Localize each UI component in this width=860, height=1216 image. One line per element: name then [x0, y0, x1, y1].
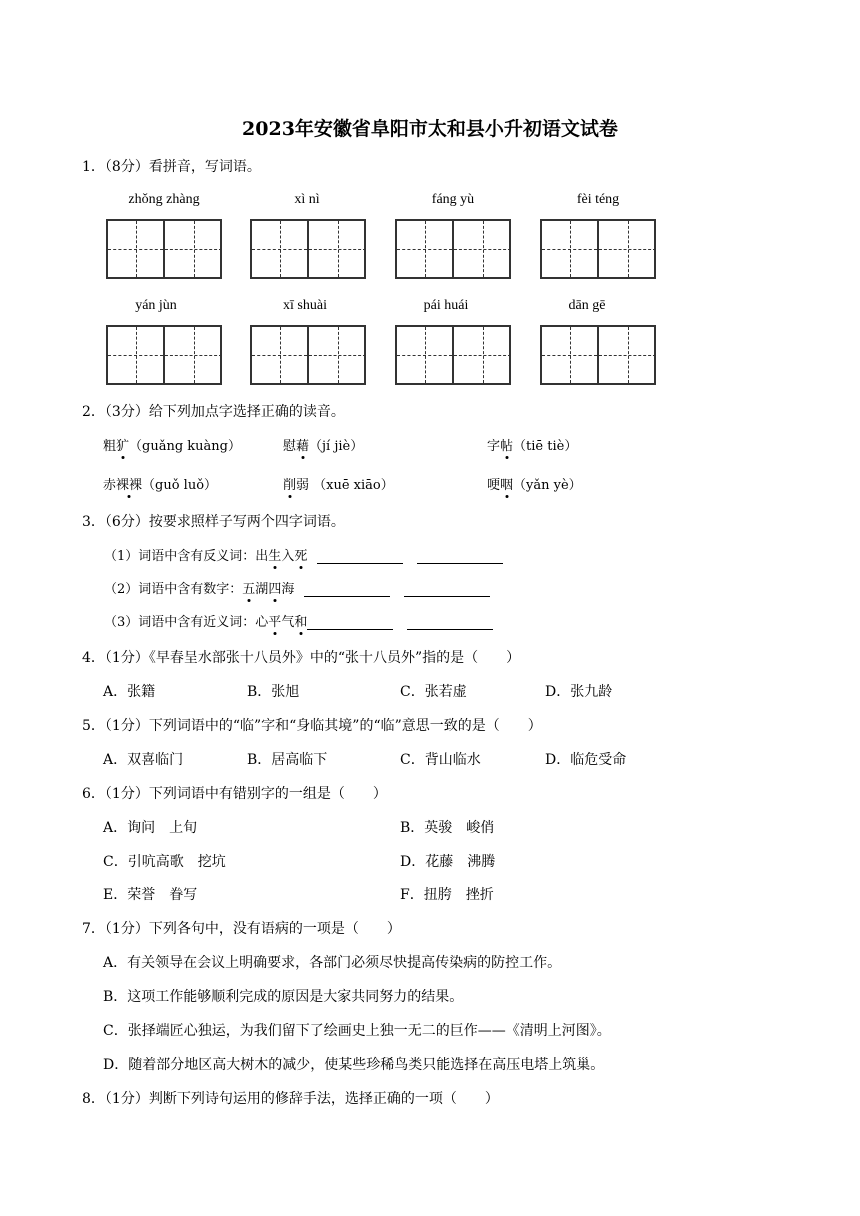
- q2-dotted: 藉: [296, 435, 309, 454]
- tianzige-box[interactable]: [106, 325, 222, 385]
- q4-option-c[interactable]: C．张若虚: [400, 684, 467, 700]
- q3-char-dotted: 五: [242, 578, 255, 597]
- q4-option-b[interactable]: B．张旭: [247, 684, 300, 700]
- q7-option-d[interactable]: D．随着部分地区高大树木的减少，使某些珍稀鸟类只能选择在高压电塔上筑巢。: [103, 1057, 605, 1073]
- tianzige-box[interactable]: [540, 325, 656, 385]
- pinyin-4: fèi téng: [576, 192, 620, 207]
- q6-option-f[interactable]: F．扭胯 挫折: [400, 887, 494, 903]
- tianzige-box[interactable]: [106, 219, 222, 279]
- q2-pre: 字: [487, 439, 501, 454]
- q3-stem: 3．（6分）按要求照样子写两个四字词语。: [82, 514, 345, 530]
- pinyin-6: xī shuài: [283, 298, 327, 313]
- q2-dotted: 犷: [116, 435, 129, 454]
- q3-char: 海: [281, 582, 295, 597]
- q6-option-d[interactable]: D．花藤 沸腾: [400, 854, 496, 870]
- q2-item-4: [103, 474, 217, 493]
- q2-post: 弱 （xuē xiāo）: [296, 478, 394, 493]
- q2-post: （yǎn yè）: [513, 478, 582, 493]
- q7-option-c[interactable]: C．张择端匠心独运，为我们留下了绘画史上独一无二的巨作——《清明上河图》。: [103, 1023, 611, 1039]
- q3-char: 出: [255, 549, 269, 564]
- q2-pre: 哽: [487, 478, 501, 493]
- q3-label: （2）词语中含有数字：: [104, 582, 243, 597]
- q4-option-a[interactable]: A．张籍: [103, 684, 156, 700]
- pinyin-2: xì nì: [294, 192, 320, 207]
- pinyin-8: dān gē: [568, 298, 606, 313]
- q3-char-dotted: 四: [268, 578, 281, 597]
- q2-stem: 2．（3分）给下列加点字选择正确的读音。: [82, 404, 345, 420]
- q6-option-b[interactable]: B．英骏 峻俏: [400, 820, 495, 836]
- q2-dotted: 帖: [500, 435, 513, 454]
- q8-stem: 8．（1分）判断下列诗句运用的修辞手法，选择正确的一项（ ）: [82, 1091, 499, 1107]
- q2-item-3: [487, 435, 577, 454]
- q2-post: （jí jiè）: [309, 439, 364, 454]
- q2-pre: 赤: [103, 478, 117, 493]
- pinyin-7: pái huái: [423, 298, 469, 313]
- q3-item-2: [104, 578, 490, 597]
- q6-option-a[interactable]: A．询问 上旬: [103, 820, 198, 836]
- q2-post: （guǎng kuàng）: [129, 439, 241, 454]
- q3-label: （3）词语中含有近义词：: [104, 615, 256, 630]
- answer-blank[interactable]: [417, 549, 503, 564]
- q5-option-c[interactable]: C．背山临水: [400, 752, 481, 768]
- q3-char: 入: [281, 549, 295, 564]
- q6-option-e[interactable]: E．荣誉 眷写: [103, 887, 198, 903]
- tianzige-box[interactable]: [250, 325, 366, 385]
- q5-option-a[interactable]: A．双喜临门: [103, 752, 184, 768]
- tianzige-box[interactable]: [395, 219, 511, 279]
- q3-char: 气: [281, 615, 295, 630]
- q7-stem: 7．（1分）下列各句中，没有语病的一项是（ ）: [82, 921, 401, 937]
- q1-stem: 1．（8分）看拼音，写词语。: [82, 159, 261, 175]
- answer-blank[interactable]: [307, 615, 393, 630]
- q7-option-a[interactable]: A．有关领导在会议上明确要求，各部门必须尽快提高传染病的防控工作。: [103, 955, 562, 971]
- q7-option-b[interactable]: B．这项工作能够顺利完成的原因是大家共同努力的结果。: [103, 989, 464, 1005]
- answer-blank[interactable]: [304, 582, 390, 597]
- answer-blank[interactable]: [407, 615, 493, 630]
- q3-item-3: [104, 611, 493, 630]
- q2-post: （guǒ luǒ）: [142, 478, 218, 493]
- q4-stem: 4．（1分）《早春呈水部张十八员外》中的“张十八员外”指的是（ ）: [82, 650, 521, 666]
- q2-item-5: [283, 474, 394, 493]
- answer-blank[interactable]: [404, 582, 490, 597]
- q2-dotted: 裸裸: [116, 474, 142, 493]
- q3-char-dotted: 和: [294, 611, 307, 630]
- q6-stem: 6．（1分）下列词语中有错别字的一组是（ ）: [82, 786, 387, 802]
- q3-item-1: [104, 545, 503, 564]
- q3-char-dotted: 生: [268, 545, 281, 564]
- q3-char: 心: [255, 615, 269, 630]
- page-title: 2023年安徽省阜阳市太和县小升初语文试卷: [242, 118, 618, 140]
- q2-post: （tiē tiè）: [513, 439, 578, 454]
- q6-option-c[interactable]: C．引吭高歌 挖坑: [103, 854, 226, 870]
- q3-label: （1）词语中含有反义词：: [104, 549, 256, 564]
- pinyin-5: yán jùn: [135, 298, 177, 313]
- q2-dotted: 削: [283, 474, 296, 493]
- q3-char-dotted: 平: [268, 611, 281, 630]
- q5-stem: 5．（1分）下列词语中的“临”字和“身临其境”的“临”意思一致的是（ ）: [82, 718, 542, 734]
- q2-dotted: 咽: [500, 474, 513, 493]
- q4-option-d[interactable]: D．张九龄: [545, 684, 613, 700]
- q2-item-1: [103, 435, 241, 454]
- answer-blank[interactable]: [317, 549, 403, 564]
- q2-item-2: [283, 435, 363, 454]
- tianzige-box[interactable]: [250, 219, 366, 279]
- tianzige-box[interactable]: [395, 325, 511, 385]
- q5-option-b[interactable]: B．居高临下: [247, 752, 328, 768]
- q5-option-d[interactable]: D．临危受命: [545, 752, 627, 768]
- tianzige-box[interactable]: [540, 219, 656, 279]
- q3-char: 湖: [255, 582, 269, 597]
- q2-pre: 粗: [103, 439, 117, 454]
- q3-char-dotted: 死: [294, 545, 307, 564]
- pinyin-1: zhǒng zhàng: [128, 192, 200, 207]
- q2-item-6: [487, 474, 582, 493]
- pinyin-3: fáng yù: [431, 192, 475, 207]
- q2-pre: 慰: [283, 439, 297, 454]
